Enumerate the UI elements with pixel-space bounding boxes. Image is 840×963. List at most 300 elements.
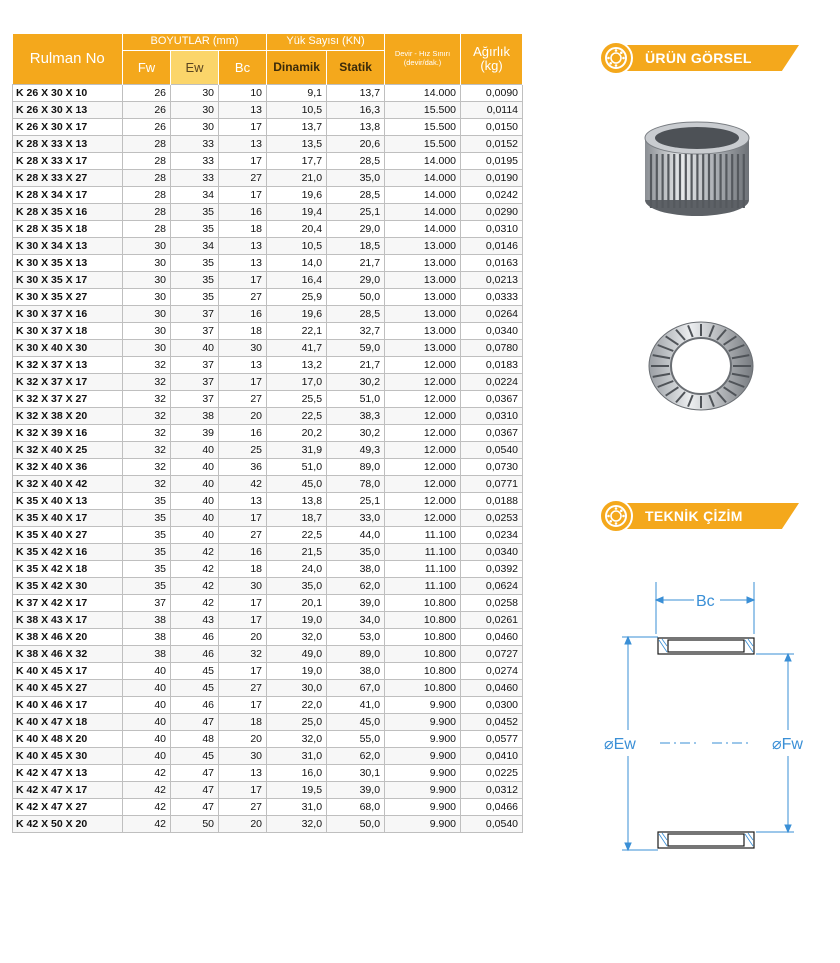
- static-load-cell: 34,0: [327, 612, 385, 629]
- bc-cell: 20: [219, 629, 267, 646]
- speed-limit-cell: 14.000: [385, 221, 461, 238]
- weight-cell: 0,0242: [461, 187, 523, 204]
- bc-cell: 16: [219, 204, 267, 221]
- weight-cell: 0,0253: [461, 510, 523, 527]
- fw-cell: 28: [123, 136, 171, 153]
- model-cell: K 35 X 40 X 13: [13, 493, 123, 510]
- weight-cell: 0,0727: [461, 646, 523, 663]
- ew-cell: 46: [171, 697, 219, 714]
- bc-cell: 30: [219, 748, 267, 765]
- weight-cell: 0,0780: [461, 340, 523, 357]
- bc-cell: 18: [219, 323, 267, 340]
- model-cell: K 28 X 33 X 13: [13, 136, 123, 153]
- static-load-cell: 45,0: [327, 714, 385, 731]
- static-load-cell: 13,7: [327, 85, 385, 102]
- static-load-cell: 30,2: [327, 425, 385, 442]
- bc-cell: 17: [219, 510, 267, 527]
- header-load-group: Yük Sayısı (KN): [267, 34, 385, 51]
- ew-cell: 47: [171, 799, 219, 816]
- table-row: [13, 816, 523, 833]
- table-row: [13, 340, 523, 357]
- speed-limit-cell: 11.100: [385, 544, 461, 561]
- fw-cell: 35: [123, 544, 171, 561]
- model-cell: K 35 X 42 X 16: [13, 544, 123, 561]
- model-cell: K 37 X 42 X 17: [13, 595, 123, 612]
- speed-limit-cell: 15.500: [385, 102, 461, 119]
- weight-cell: 0,0310: [461, 221, 523, 238]
- fw-cell: 32: [123, 459, 171, 476]
- table-row: [13, 476, 523, 493]
- table-row: [13, 595, 523, 612]
- table-row: [13, 408, 523, 425]
- dynamic-load-cell: 22,0: [267, 697, 327, 714]
- model-cell: K 32 X 40 X 42: [13, 476, 123, 493]
- dynamic-load-cell: 13,8: [267, 493, 327, 510]
- speed-limit-cell: 12.000: [385, 408, 461, 425]
- static-load-cell: 16,3: [327, 102, 385, 119]
- bc-cell: 13: [219, 765, 267, 782]
- speed-limit-cell: 14.000: [385, 170, 461, 187]
- ew-cell: 42: [171, 595, 219, 612]
- table-row: [13, 646, 523, 663]
- bc-cell: 17: [219, 153, 267, 170]
- bc-cell: 17: [219, 697, 267, 714]
- dynamic-load-cell: 35,0: [267, 578, 327, 595]
- fw-cell: 26: [123, 102, 171, 119]
- static-load-cell: 21,7: [327, 357, 385, 374]
- weight-cell: 0,0195: [461, 153, 523, 170]
- table-row: [13, 323, 523, 340]
- bc-cell: 17: [219, 187, 267, 204]
- fw-cell: 26: [123, 119, 171, 136]
- dynamic-load-cell: 21,0: [267, 170, 327, 187]
- static-load-cell: 28,5: [327, 153, 385, 170]
- speed-limit-cell: 13.000: [385, 340, 461, 357]
- weight-cell: 0,0150: [461, 119, 523, 136]
- weight-cell: 0,0410: [461, 748, 523, 765]
- dynamic-load-cell: 19,6: [267, 306, 327, 323]
- product-image-banner: [599, 41, 801, 75]
- speed-limit-cell: 12.000: [385, 510, 461, 527]
- static-load-cell: 28,5: [327, 187, 385, 204]
- bc-cell: 27: [219, 391, 267, 408]
- dynamic-load-cell: 32,0: [267, 731, 327, 748]
- table-row: [13, 204, 523, 221]
- ew-cell: 47: [171, 765, 219, 782]
- ew-cell: 42: [171, 544, 219, 561]
- dynamic-load-cell: 25,9: [267, 289, 327, 306]
- technical-drawing: [596, 578, 816, 858]
- fw-cell: 35: [123, 510, 171, 527]
- ew-cell: 47: [171, 714, 219, 731]
- static-load-cell: 21,7: [327, 255, 385, 272]
- fw-cell: 38: [123, 646, 171, 663]
- bc-cell: 13: [219, 255, 267, 272]
- model-cell: K 32 X 37 X 13: [13, 357, 123, 374]
- fw-cell: 35: [123, 493, 171, 510]
- bc-cell: 13: [219, 136, 267, 153]
- speed-limit-cell: 10.800: [385, 612, 461, 629]
- bc-cell: 16: [219, 544, 267, 561]
- bc-cell: 27: [219, 799, 267, 816]
- weight-cell: 0,0190: [461, 170, 523, 187]
- dynamic-load-cell: 9,1: [267, 85, 327, 102]
- static-load-cell: 18,5: [327, 238, 385, 255]
- model-cell: K 38 X 46 X 32: [13, 646, 123, 663]
- fw-cell: 40: [123, 680, 171, 697]
- weight-cell: 0,0258: [461, 595, 523, 612]
- model-cell: K 30 X 35 X 17: [13, 272, 123, 289]
- bc-cell: 17: [219, 272, 267, 289]
- bc-cell: 30: [219, 340, 267, 357]
- speed-limit-cell: 9.900: [385, 765, 461, 782]
- fw-cell: 28: [123, 221, 171, 238]
- ew-cell: 40: [171, 476, 219, 493]
- bc-cell: 32: [219, 646, 267, 663]
- weight-cell: 0,0261: [461, 612, 523, 629]
- table-row: [13, 493, 523, 510]
- product-image-title: ÜRÜN GÖRSEL: [645, 50, 752, 66]
- table-row: [13, 782, 523, 799]
- weight-cell: 0,0188: [461, 493, 523, 510]
- table-row: [13, 119, 523, 136]
- dynamic-load-cell: 18,7: [267, 510, 327, 527]
- weight-cell: 0,0163: [461, 255, 523, 272]
- model-cell: K 28 X 35 X 18: [13, 221, 123, 238]
- table-row: [13, 459, 523, 476]
- dynamic-load-cell: 49,0: [267, 646, 327, 663]
- fw-cell: 28: [123, 170, 171, 187]
- static-load-cell: 20,6: [327, 136, 385, 153]
- fw-cell: 40: [123, 714, 171, 731]
- table-row: [13, 578, 523, 595]
- fw-cell: 32: [123, 442, 171, 459]
- ew-cell: 35: [171, 272, 219, 289]
- dynamic-load-cell: 10,5: [267, 102, 327, 119]
- weight-cell: 0,0224: [461, 374, 523, 391]
- header-bc: Bc: [219, 51, 267, 85]
- dynamic-load-cell: 20,4: [267, 221, 327, 238]
- dynamic-load-cell: 19,6: [267, 187, 327, 204]
- table-row: [13, 442, 523, 459]
- weight-cell: 0,0452: [461, 714, 523, 731]
- model-cell: K 42 X 47 X 13: [13, 765, 123, 782]
- static-load-cell: 39,0: [327, 595, 385, 612]
- ew-cell: 35: [171, 204, 219, 221]
- ew-cell: 39: [171, 425, 219, 442]
- ew-cell: 35: [171, 289, 219, 306]
- speed-limit-cell: 13.000: [385, 238, 461, 255]
- model-cell: K 28 X 33 X 17: [13, 153, 123, 170]
- ew-cell: 37: [171, 323, 219, 340]
- model-cell: K 40 X 48 X 20: [13, 731, 123, 748]
- table-row: [13, 748, 523, 765]
- speed-limit-cell: 11.100: [385, 527, 461, 544]
- model-cell: K 40 X 45 X 27: [13, 680, 123, 697]
- model-cell: K 28 X 34 X 17: [13, 187, 123, 204]
- speed-limit-cell: 10.800: [385, 663, 461, 680]
- fw-cell: 40: [123, 748, 171, 765]
- bearing-photo-angled: [641, 316, 761, 416]
- ew-cell: 37: [171, 306, 219, 323]
- weight-cell: 0,0290: [461, 204, 523, 221]
- speed-limit-cell: 12.000: [385, 476, 461, 493]
- bc-cell: 18: [219, 714, 267, 731]
- bc-cell: 36: [219, 459, 267, 476]
- weight-cell: 0,0460: [461, 680, 523, 697]
- table-row: [13, 527, 523, 544]
- weight-cell: 0,0312: [461, 782, 523, 799]
- fw-cell: 30: [123, 306, 171, 323]
- dynamic-load-cell: 30,0: [267, 680, 327, 697]
- header-speed-limit: Devir - Hız Sınırı (devir/dak.): [385, 34, 461, 85]
- bc-cell: 27: [219, 680, 267, 697]
- speed-limit-cell: 14.000: [385, 187, 461, 204]
- fw-cell: 32: [123, 425, 171, 442]
- weight-cell: 0,0460: [461, 629, 523, 646]
- speed-limit-cell: 9.900: [385, 714, 461, 731]
- model-cell: K 32 X 40 X 25: [13, 442, 123, 459]
- bearing-icon: [599, 499, 633, 533]
- dynamic-load-cell: 41,7: [267, 340, 327, 357]
- weight-cell: 0,0183: [461, 357, 523, 374]
- static-load-cell: 51,0: [327, 391, 385, 408]
- bc-cell: 17: [219, 663, 267, 680]
- fw-cell: 26: [123, 85, 171, 102]
- static-load-cell: 67,0: [327, 680, 385, 697]
- bc-cell: 13: [219, 238, 267, 255]
- fw-cell: 38: [123, 612, 171, 629]
- bc-cell: 25: [219, 442, 267, 459]
- static-load-cell: 89,0: [327, 459, 385, 476]
- dynamic-load-cell: 22,5: [267, 527, 327, 544]
- ew-cell: 30: [171, 102, 219, 119]
- dynamic-load-cell: 10,5: [267, 238, 327, 255]
- model-cell: K 28 X 33 X 27: [13, 170, 123, 187]
- speed-limit-cell: 9.900: [385, 782, 461, 799]
- speed-limit-cell: 11.100: [385, 561, 461, 578]
- speed-limit-cell: 15.500: [385, 119, 461, 136]
- bc-cell: 20: [219, 816, 267, 833]
- table-row: [13, 221, 523, 238]
- table-row: [13, 187, 523, 204]
- technical-drawing-banner: [599, 499, 801, 533]
- static-load-cell: 38,0: [327, 663, 385, 680]
- fw-cell: 32: [123, 476, 171, 493]
- speed-limit-cell: 13.000: [385, 255, 461, 272]
- dynamic-load-cell: 20,1: [267, 595, 327, 612]
- dynamic-load-cell: 31,9: [267, 442, 327, 459]
- header-weight: Ağırlık (kg): [461, 34, 523, 85]
- static-load-cell: 25,1: [327, 204, 385, 221]
- dynamic-load-cell: 25,0: [267, 714, 327, 731]
- static-load-cell: 49,3: [327, 442, 385, 459]
- static-load-cell: 50,0: [327, 816, 385, 833]
- static-load-cell: 59,0: [327, 340, 385, 357]
- ew-cell: 35: [171, 255, 219, 272]
- weight-cell: 0,0340: [461, 323, 523, 340]
- ew-cell: 37: [171, 374, 219, 391]
- speed-limit-cell: 11.100: [385, 578, 461, 595]
- model-cell: K 30 X 40 X 30: [13, 340, 123, 357]
- speed-limit-cell: 9.900: [385, 697, 461, 714]
- dynamic-load-cell: 24,0: [267, 561, 327, 578]
- bc-cell: 17: [219, 374, 267, 391]
- fw-cell: 37: [123, 595, 171, 612]
- ew-cell: 48: [171, 731, 219, 748]
- weight-cell: 0,0152: [461, 136, 523, 153]
- ew-cell: 30: [171, 119, 219, 136]
- model-cell: K 30 X 37 X 18: [13, 323, 123, 340]
- table-row: [13, 238, 523, 255]
- model-cell: K 32 X 37 X 17: [13, 374, 123, 391]
- header-ew: Ew: [171, 51, 219, 85]
- bc-cell: 17: [219, 612, 267, 629]
- speed-limit-cell: 12.000: [385, 374, 461, 391]
- table-row: [13, 306, 523, 323]
- fw-cell: 32: [123, 408, 171, 425]
- table-row: [13, 374, 523, 391]
- speed-limit-cell: 12.000: [385, 493, 461, 510]
- table-row: [13, 765, 523, 782]
- model-cell: K 40 X 47 X 18: [13, 714, 123, 731]
- weight-cell: 0,0367: [461, 425, 523, 442]
- speed-limit-cell: 9.900: [385, 748, 461, 765]
- weight-cell: 0,0114: [461, 102, 523, 119]
- speed-limit-cell: 13.000: [385, 306, 461, 323]
- model-cell: K 32 X 37 X 27: [13, 391, 123, 408]
- table-row: [13, 799, 523, 816]
- table-row: [13, 255, 523, 272]
- dynamic-load-cell: 20,2: [267, 425, 327, 442]
- table-row: [13, 731, 523, 748]
- fw-cell: 30: [123, 289, 171, 306]
- static-load-cell: 33,0: [327, 510, 385, 527]
- model-cell: K 26 X 30 X 17: [13, 119, 123, 136]
- ew-cell: 43: [171, 612, 219, 629]
- table-row: [13, 663, 523, 680]
- dynamic-load-cell: 19,4: [267, 204, 327, 221]
- bc-cell: 20: [219, 731, 267, 748]
- table-body: [13, 85, 523, 833]
- model-cell: K 40 X 45 X 30: [13, 748, 123, 765]
- fw-cell: 35: [123, 527, 171, 544]
- dynamic-load-cell: 51,0: [267, 459, 327, 476]
- model-cell: K 38 X 46 X 20: [13, 629, 123, 646]
- fw-cell: 42: [123, 816, 171, 833]
- dynamic-load-cell: 25,5: [267, 391, 327, 408]
- ew-cell: 50: [171, 816, 219, 833]
- fw-cell: 40: [123, 663, 171, 680]
- dynamic-load-cell: 21,5: [267, 544, 327, 561]
- model-cell: K 42 X 47 X 17: [13, 782, 123, 799]
- fw-cell: 35: [123, 561, 171, 578]
- dynamic-load-cell: 13,7: [267, 119, 327, 136]
- model-cell: K 30 X 34 X 13: [13, 238, 123, 255]
- table-row: [13, 272, 523, 289]
- header-static: Statik: [327, 51, 385, 85]
- speed-limit-cell: 9.900: [385, 731, 461, 748]
- speed-limit-cell: 14.000: [385, 153, 461, 170]
- weight-cell: 0,0540: [461, 442, 523, 459]
- table-row: [13, 170, 523, 187]
- static-load-cell: 55,0: [327, 731, 385, 748]
- table-row: [13, 629, 523, 646]
- speed-limit-cell: 12.000: [385, 391, 461, 408]
- weight-cell: 0,0577: [461, 731, 523, 748]
- bc-cell: 27: [219, 289, 267, 306]
- model-cell: K 26 X 30 X 13: [13, 102, 123, 119]
- ew-cell: 40: [171, 340, 219, 357]
- static-load-cell: 62,0: [327, 578, 385, 595]
- bc-cell: 18: [219, 561, 267, 578]
- dynamic-load-cell: 16,4: [267, 272, 327, 289]
- static-load-cell: 30,2: [327, 374, 385, 391]
- static-load-cell: 29,0: [327, 272, 385, 289]
- bc-cell: 17: [219, 595, 267, 612]
- ew-cell: 45: [171, 680, 219, 697]
- ew-cell: 30: [171, 85, 219, 102]
- weight-cell: 0,0466: [461, 799, 523, 816]
- dynamic-load-cell: 31,0: [267, 748, 327, 765]
- ew-cell: 40: [171, 493, 219, 510]
- speed-limit-cell: 13.000: [385, 323, 461, 340]
- bc-cell: 27: [219, 527, 267, 544]
- fw-cell: 30: [123, 255, 171, 272]
- model-cell: K 35 X 42 X 18: [13, 561, 123, 578]
- model-cell: K 35 X 42 X 30: [13, 578, 123, 595]
- bc-cell: 20: [219, 408, 267, 425]
- model-cell: K 30 X 37 X 16: [13, 306, 123, 323]
- fw-cell: 32: [123, 391, 171, 408]
- dynamic-load-cell: 19,0: [267, 612, 327, 629]
- speed-limit-cell: 9.900: [385, 799, 461, 816]
- static-load-cell: 35,0: [327, 170, 385, 187]
- static-load-cell: 44,0: [327, 527, 385, 544]
- table-row: [13, 714, 523, 731]
- static-load-cell: 50,0: [327, 289, 385, 306]
- weight-cell: 0,0300: [461, 697, 523, 714]
- weight-cell: 0,0213: [461, 272, 523, 289]
- bc-cell: 42: [219, 476, 267, 493]
- bc-cell: 16: [219, 306, 267, 323]
- ew-cell: 45: [171, 748, 219, 765]
- dynamic-load-cell: 17,0: [267, 374, 327, 391]
- ew-cell: 34: [171, 238, 219, 255]
- model-cell: K 35 X 40 X 27: [13, 527, 123, 544]
- weight-cell: 0,0090: [461, 85, 523, 102]
- speed-limit-cell: 15.500: [385, 136, 461, 153]
- weight-cell: 0,0540: [461, 816, 523, 833]
- speed-limit-cell: 10.800: [385, 680, 461, 697]
- weight-cell: 0,0310: [461, 408, 523, 425]
- technical-drawing-title: TEKNİK ÇİZİM: [645, 508, 743, 524]
- weight-cell: 0,0225: [461, 765, 523, 782]
- static-load-cell: 78,0: [327, 476, 385, 493]
- bc-cell: 16: [219, 425, 267, 442]
- fw-cell: 28: [123, 204, 171, 221]
- ew-cell: 45: [171, 663, 219, 680]
- dynamic-load-cell: 14,0: [267, 255, 327, 272]
- weight-cell: 0,0367: [461, 391, 523, 408]
- model-cell: K 28 X 35 X 16: [13, 204, 123, 221]
- table-row: [13, 510, 523, 527]
- dynamic-load-cell: 17,7: [267, 153, 327, 170]
- weight-cell: 0,0264: [461, 306, 523, 323]
- table-row: [13, 102, 523, 119]
- speed-limit-cell: 9.900: [385, 816, 461, 833]
- fw-cell: 30: [123, 272, 171, 289]
